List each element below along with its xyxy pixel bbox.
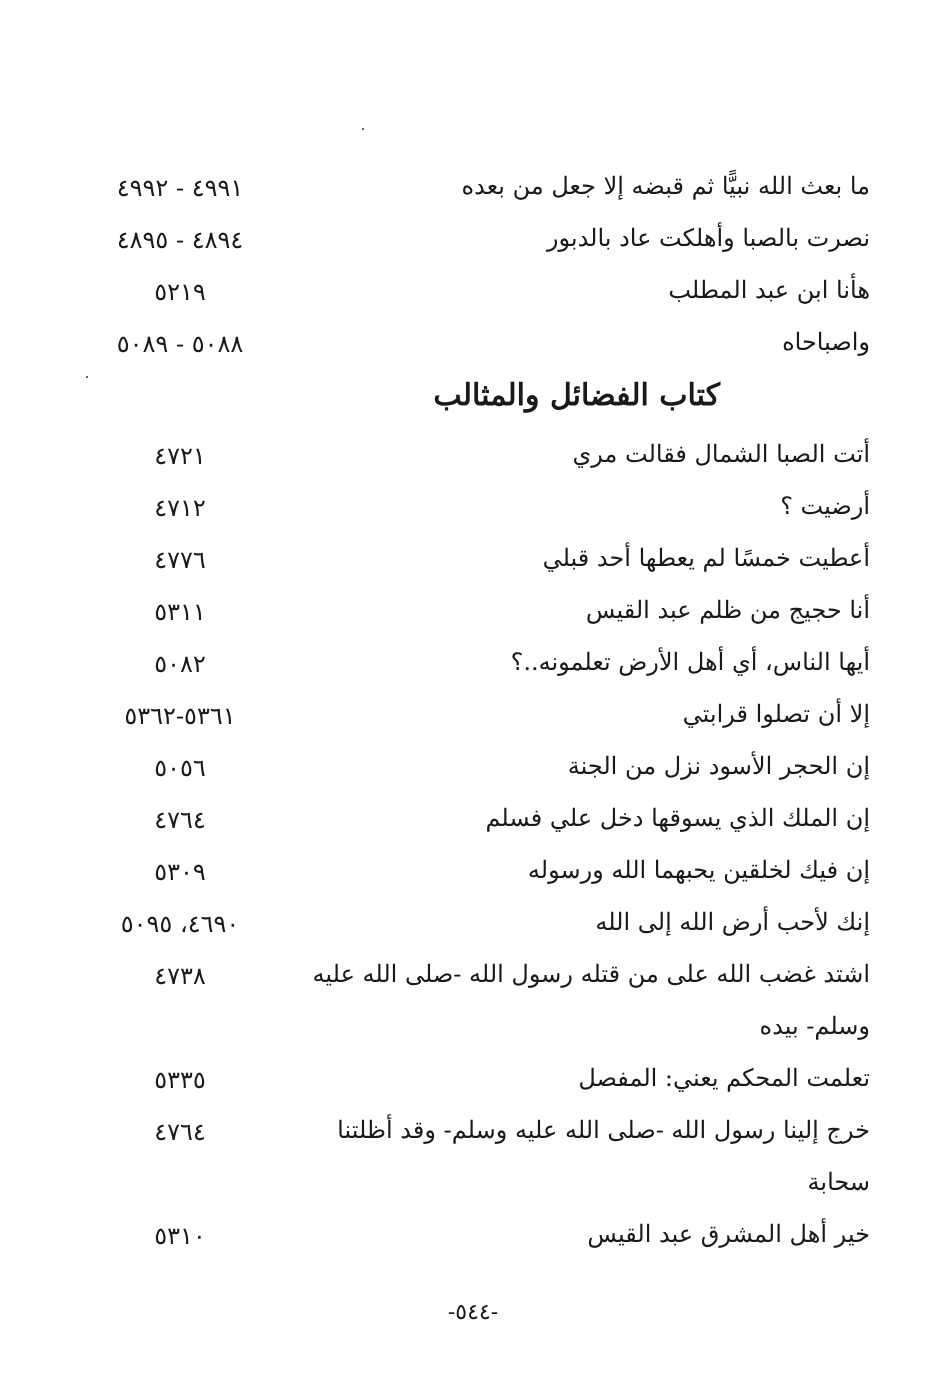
entry-reference: ٤٦٩٠، ٥٠٩٥ xyxy=(120,910,240,938)
entry-text: أنا حجيج من ظلم عبد القيس xyxy=(585,596,870,624)
entry-text: هأنا ابن عبد المطلب xyxy=(668,276,870,304)
entry-reference: ٥٣١١ xyxy=(154,598,206,626)
ink-speck xyxy=(362,128,364,130)
index-entry xyxy=(60,324,870,376)
entry-text: أعطيت خمسًا لم يعطها أحد قبلي xyxy=(542,544,870,572)
entry-reference: ٥٠٨٨ - ٥٠٨٩ xyxy=(116,330,244,358)
section-heading xyxy=(60,376,870,436)
entry-reference: ٤٨٩٤ - ٤٨٩٥ xyxy=(116,226,244,254)
index-entry xyxy=(60,956,870,1060)
entry-reference: ٥٣١٠ xyxy=(154,1222,206,1250)
entry-text: تعلمت المحكم يعني: المفصل xyxy=(578,1064,870,1092)
entry-text: أتت الصبا الشمال فقالت مري xyxy=(572,440,870,468)
entry-text: إن الملك الذي يسوقها دخل علي فسلم xyxy=(485,804,870,832)
index-entry xyxy=(60,1216,870,1268)
entry-reference: ٥٣٣٥ xyxy=(154,1066,206,1094)
entry-text: أيها الناس، أي أهل الأرض تعلمونه..؟ xyxy=(510,648,870,676)
entry-reference: ٥٠٥٦ xyxy=(154,754,206,782)
entry-reference: ٤٧٣٨ xyxy=(154,962,206,990)
entry-text: خير أهل المشرق عبد القيس xyxy=(587,1220,870,1248)
entry-text: إنك لأحب أرض الله إلى الله xyxy=(595,908,870,936)
entry-reference: ٤٧٢١ xyxy=(154,442,206,470)
entry-reference: ٤٧٦٤ xyxy=(154,806,206,834)
entry-reference: ٥٠٨٢ xyxy=(154,650,206,678)
entry-reference: ٥٢١٩ xyxy=(154,278,206,306)
entry-text: ما بعث الله نبيًّا ثم قبضه إلا جعل من بعده xyxy=(461,172,870,200)
index-entries xyxy=(60,168,870,1268)
index-entry xyxy=(60,1112,870,1216)
section-title: كتاب الفضائل والمثالب xyxy=(433,378,720,413)
entry-reference: ٤٧١٢ xyxy=(154,494,206,522)
page-number: -٥٤٤- xyxy=(447,1300,499,1325)
entry-reference: ٤٧٦٤ xyxy=(154,1118,206,1146)
entry-text: إلا أن تصلوا قرابتي xyxy=(682,700,870,728)
entry-text: إن الحجر الأسود نزل من الجنة xyxy=(567,752,870,780)
entry-reference: ٥٣٠٩ xyxy=(154,858,206,886)
entry-reference: ٤٧٧٦ xyxy=(154,546,206,574)
entry-text: أرضيت ؟ xyxy=(780,492,870,520)
entry-reference: ٥٣٦١-٥٣٦٢ xyxy=(124,702,236,730)
entry-text: واصباحاه xyxy=(782,328,870,356)
entry-text: خرج إلينا رسول الله -صلى الله عليه وسلم- وقد أظلتنا سحابة xyxy=(337,1116,870,1196)
entry-text: اشتد غضب الله على من قتله رسول الله -صلى الله عليه وسلم- بيده xyxy=(312,960,870,1040)
entry-text: نصرت بالصبا وأهلكت عاد بالدبور xyxy=(546,224,870,252)
entry-reference: ٤٩٩١ - ٤٩٩٢ xyxy=(116,174,244,202)
entry-text: إن فيك لخلقين يحبهما الله ورسوله xyxy=(527,856,870,884)
